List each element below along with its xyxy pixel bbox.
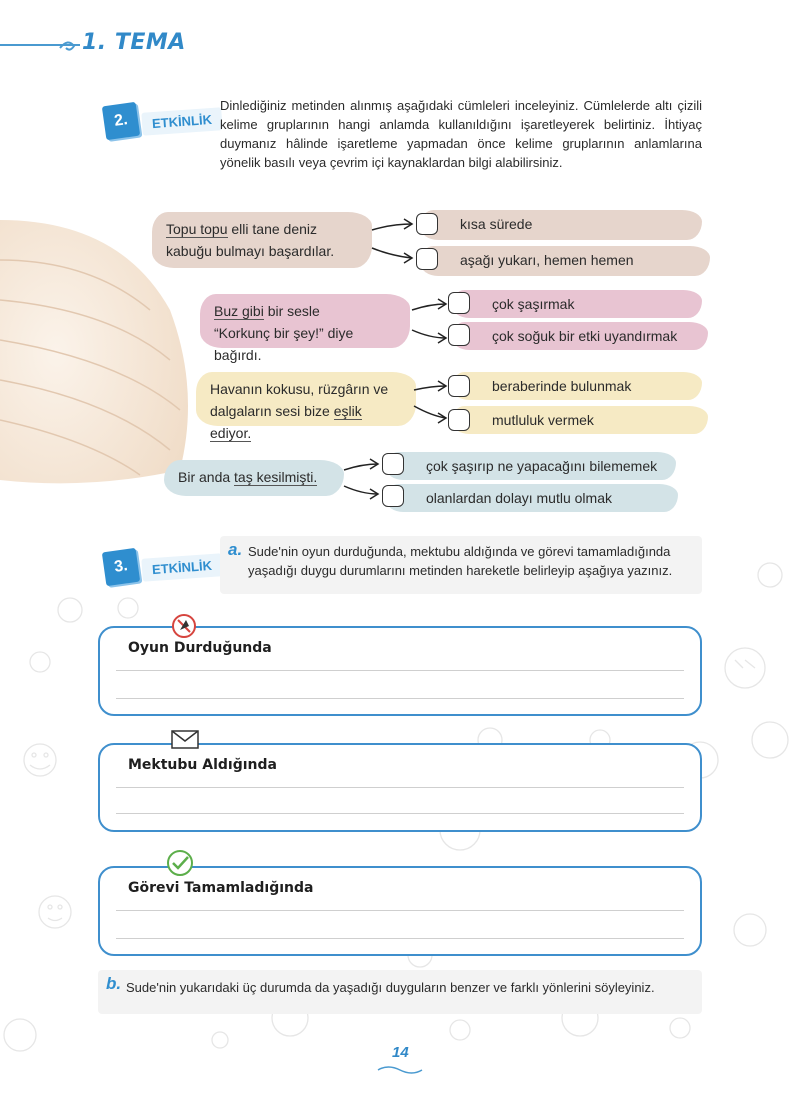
activity-3-number: 3.	[102, 548, 140, 586]
sentence-2-part-2: bir sesle	[263, 303, 320, 319]
sentence-3-part-3: eşlik ediyor.	[210, 403, 362, 441]
answer-line	[116, 910, 684, 911]
option-1b-label: aşağı yukarı, hemen hemen	[460, 252, 634, 268]
activity-2-label: ETKİNLİK	[141, 107, 222, 136]
sentence-3-part-2: dalgaların sesi bize	[210, 403, 334, 419]
option-1a-label: kısa sürede	[460, 216, 533, 232]
sentence-1-part-3: kabuğu bulmayı başardılar.	[166, 243, 335, 259]
activity-2-instructions: Dinlediğiniz metinden alınmış aşağıdaki cümleleri inceleyiniz. Cümlelerde altı çizili kelime gruplarının hangi anlamda kullanıldığını işaretleyerek belirtiniz. İhtiyaç duymanız hâlinde işaretleme yapmadan önce kelime gruplarının anlamlarına yönelik basılı veya çevrim içi kaynaklardan bilgi alabilirsiniz.	[220, 98, 702, 170]
page-number-swirl-icon	[376, 1064, 424, 1076]
answer-box-1-title: Oyun Durduğunda	[128, 640, 272, 656]
sentence-4-part-2: taş kesilmişti.	[234, 469, 318, 485]
checkmark-icon	[165, 848, 195, 878]
sentence-3-part-1: Havanın kokusu, rüzgârın ve	[210, 381, 389, 397]
option-3a-label: beraberinde bulunmak	[492, 378, 632, 394]
sentence-4-part-1: Bir anda	[178, 469, 235, 485]
part-b-text: Sude'nin yukarıdaki üç durumda da yaşadığı duyguların benzer ve farklı yönlerini söyleyiniz.	[126, 980, 655, 995]
sentence-2-part-3: “Korkunç bir şey!” diye bağırdı.	[214, 325, 354, 363]
theme-title: 1. TEMA	[82, 30, 186, 55]
part-a-text: Sude'nin oyun durduğunda, mektubu aldığında ve görevi tamamladığında yaşadığı duygu durumlarını metinden hareketle belirleyip aşağıya yazınız.	[248, 544, 673, 578]
stop-icon	[170, 612, 198, 640]
sentence-2-part-1: Buz gibi	[214, 303, 264, 319]
activity-3-part-a	[220, 536, 702, 594]
answer-line	[116, 813, 684, 814]
answer-line	[116, 938, 684, 939]
activity-3-label: ETKİNLİK	[141, 553, 222, 582]
option-2b-label: çok soğuk bir etki uyandırmak	[492, 328, 678, 344]
answer-line	[116, 787, 684, 788]
sentence-1-part-1: Topu topu	[166, 221, 228, 237]
envelope-icon	[170, 727, 200, 751]
arrow-3b-icon	[414, 406, 446, 418]
sentence-1-part-2: elli tane deniz	[227, 221, 318, 237]
answer-line	[116, 698, 684, 699]
answer-box-gorevi-tamamladiginda	[98, 866, 702, 956]
activity-2-number: 2.	[102, 102, 140, 140]
page-number: 14	[392, 1044, 409, 1061]
option-4a-label: çok şaşırıp ne yapacağını bilememek	[426, 458, 658, 474]
option-2a-label: çok şaşırmak	[492, 296, 575, 312]
part-a-letter: a.	[228, 540, 243, 559]
answer-box-mektubu-aldiginda	[98, 743, 702, 832]
option-3b-label: mutluluk vermek	[492, 412, 594, 428]
answer-box-2-title: Mektubu Aldığında	[128, 757, 277, 773]
option-4b-label: olanlardan dolayı mutlu olmak	[426, 490, 612, 506]
answer-line	[116, 670, 684, 671]
arrow-1b-icon	[372, 248, 412, 258]
answer-box-3-title: Görevi Tamamladığında	[128, 880, 314, 896]
activity-3-badge	[104, 550, 222, 584]
part-b-letter: b.	[106, 974, 122, 993]
activity-3-part-b	[98, 970, 702, 1014]
